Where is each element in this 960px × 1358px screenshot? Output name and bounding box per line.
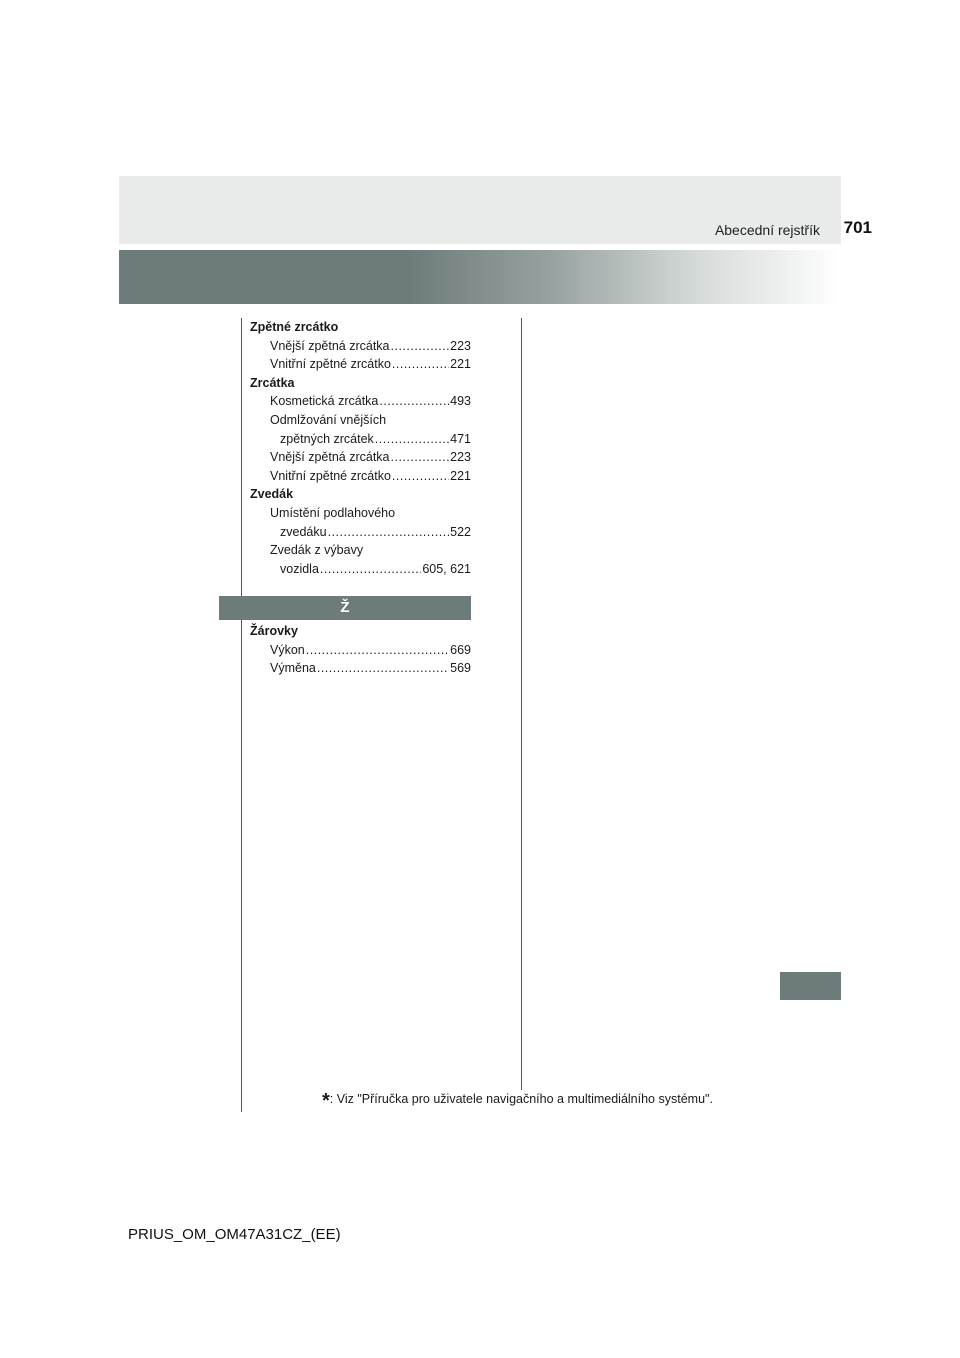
entry-label-line1: Odmlžování vnějších	[270, 412, 387, 427]
index-entry[interactable]	[250, 355, 471, 374]
leader-dots	[391, 337, 450, 356]
entry-page: 522	[450, 524, 471, 539]
entry-label: Výkon	[270, 642, 305, 657]
decorative-gradient-bar	[119, 250, 841, 304]
leader-dots	[391, 448, 450, 467]
entry-page: 221	[450, 468, 471, 483]
leader-dots	[317, 659, 449, 678]
leader-dots	[392, 355, 449, 374]
entry-label: zpětných zrcátek	[280, 431, 374, 446]
index-heading: Zrcátka	[250, 375, 295, 390]
entry-page: 493	[450, 394, 471, 409]
index-heading: Zpětné zrcátko	[250, 320, 339, 334]
leader-dots	[320, 560, 421, 579]
index-entry[interactable]	[250, 392, 471, 411]
index-heading: Žárovky	[250, 624, 298, 638]
chapter-side-tab	[780, 972, 841, 1000]
entry-page: 223	[450, 450, 471, 465]
entry-page: 471	[450, 431, 471, 446]
footnote	[322, 1090, 713, 1113]
entry-page: 223	[450, 338, 471, 353]
index-entry[interactable]	[250, 641, 471, 660]
entry-label: Vnitřní zpětné zrcátko	[270, 357, 391, 372]
entry-label: vozidla	[280, 561, 319, 576]
letter-section-bar: Ž	[219, 596, 471, 620]
entry-label: Vnější zpětná zrcátka	[270, 338, 390, 353]
leader-dots	[379, 392, 449, 411]
section-title: Abecední rejstřík	[714, 222, 820, 238]
entry-page: 221	[450, 357, 471, 372]
index-entry[interactable]	[250, 337, 471, 356]
document-code: PRIUS_OM_OM47A31CZ_(EE)	[128, 1226, 341, 1243]
entry-label-line1: Umístění podlahového	[270, 505, 396, 520]
entry-label: zvedáku	[280, 524, 327, 539]
entry-label: Vnitřní zpětné zrcátko	[270, 468, 391, 483]
entry-label: Výměna	[270, 661, 316, 676]
entry-page: 605, 621	[422, 561, 471, 576]
page-number: 701	[843, 218, 872, 237]
leader-dots	[306, 641, 449, 660]
entry-page: 669	[450, 642, 471, 657]
column-rule-middle	[521, 318, 522, 1090]
index-entries-bottom	[250, 622, 471, 678]
index-entry[interactable]	[250, 523, 471, 542]
leader-dots	[375, 430, 449, 449]
index-entry[interactable]	[250, 560, 471, 579]
index-heading: Zvedák	[250, 487, 294, 502]
entry-label: Kosmetická zrcátka	[270, 394, 379, 409]
index-entry[interactable]	[250, 430, 471, 449]
index-entry[interactable]	[250, 659, 471, 678]
footnote-text: : Viz "Příručka pro uživatele navigačního a multimediálního systému".	[329, 1092, 713, 1106]
column-rule-left	[241, 318, 242, 1112]
footnote-asterisk: *	[322, 1090, 330, 1112]
entry-label-line1: Zvedák z výbavy	[270, 543, 364, 558]
index-entry[interactable]	[250, 467, 471, 486]
index-entries-top	[250, 318, 471, 578]
entry-label: Vnější zpětná zrcátka	[270, 450, 390, 465]
leader-dots	[392, 467, 449, 486]
leader-dots	[328, 523, 450, 542]
index-entry[interactable]	[250, 448, 471, 467]
entry-page: 569	[450, 661, 471, 676]
